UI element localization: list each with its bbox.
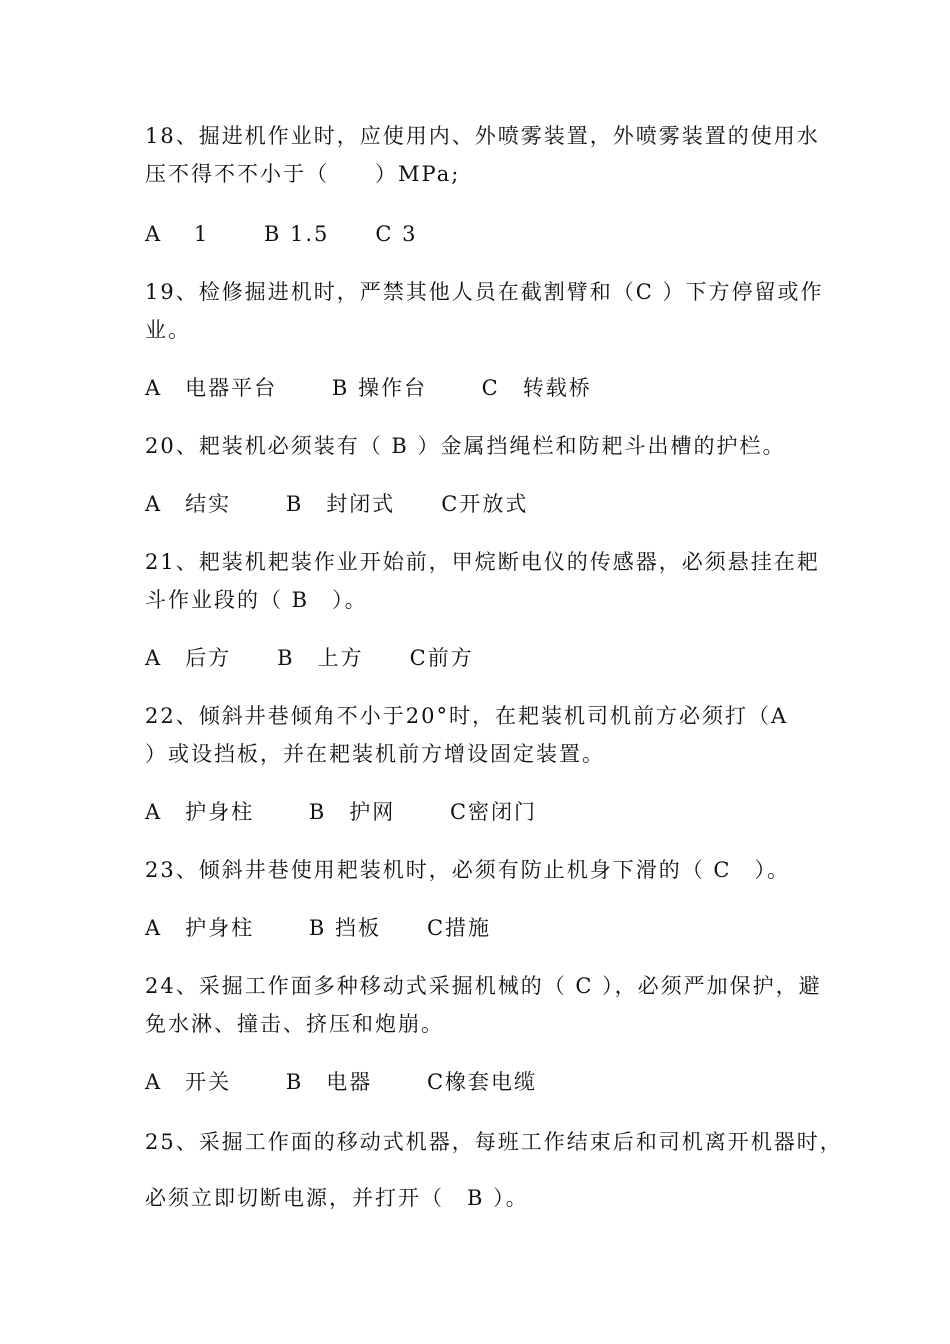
question-18-line-2: 压不得不不小于（ ）MPa; bbox=[145, 162, 461, 186]
question-18-line-1: 18、掘进机作业时，应使用内、外喷雾装置，外喷雾装置的使用水 bbox=[145, 124, 820, 148]
question-19-options: A 电器平台 B 操作台 C 转载桥 bbox=[145, 376, 592, 400]
question-20-options: A 结实 B 封闭式 C开放式 bbox=[145, 492, 529, 516]
question-24-options: A 开关 B 电器 C橡套电缆 bbox=[145, 1070, 538, 1094]
question-25-line-1: 25、采掘工作面的移动式机器，每班工作结束后和司机离开机器时， bbox=[145, 1130, 843, 1154]
question-21-line-1: 21、耙装机耙装作业开始前，甲烷断电仪的传感器，必须悬挂在耙 bbox=[145, 550, 820, 574]
question-19-line-2: 业。 bbox=[145, 318, 191, 342]
question-24-line-2: 免水淋、撞击、挤压和炮崩。 bbox=[145, 1012, 444, 1036]
question-23-options: A 护身柱 B 挡板 C措施 bbox=[145, 916, 492, 940]
question-23-line-1: 23、倾斜井巷使用耙装机时，必须有防止机身下滑的（ C ）。 bbox=[145, 858, 790, 882]
question-20-line-1: 20、耙装机必须装有（ B ）金属挡绳栏和防耙斗出槽的护栏。 bbox=[145, 434, 786, 458]
question-22-options: A 护身柱 B 护网 C密闭门 bbox=[145, 800, 538, 824]
question-25-line-2: 必须立即切断电源，并打开（ B ）。 bbox=[145, 1186, 529, 1210]
question-24-line-1: 24、采掘工作面多种移动式采掘机械的（ C ），必须严加保护，避 bbox=[145, 974, 822, 998]
question-22-line-2: ）或设挡板，并在耙装机前方增设固定装置。 bbox=[145, 742, 605, 766]
question-22-line-1: 22、倾斜井巷倾角不小于20°时，在耙装机司机前方必须打（A bbox=[145, 704, 789, 728]
question-19-line-1: 19、检修掘进机时，严禁其他人员在截割臂和（C ）下方停留或作 bbox=[145, 280, 824, 304]
question-21-line-2: 斗作业段的（ B ）。 bbox=[145, 588, 368, 612]
question-21-options: A 后方 B 上方 C前方 bbox=[145, 646, 474, 670]
question-18-options: A 1 B 1.5 C 3 bbox=[145, 222, 418, 246]
